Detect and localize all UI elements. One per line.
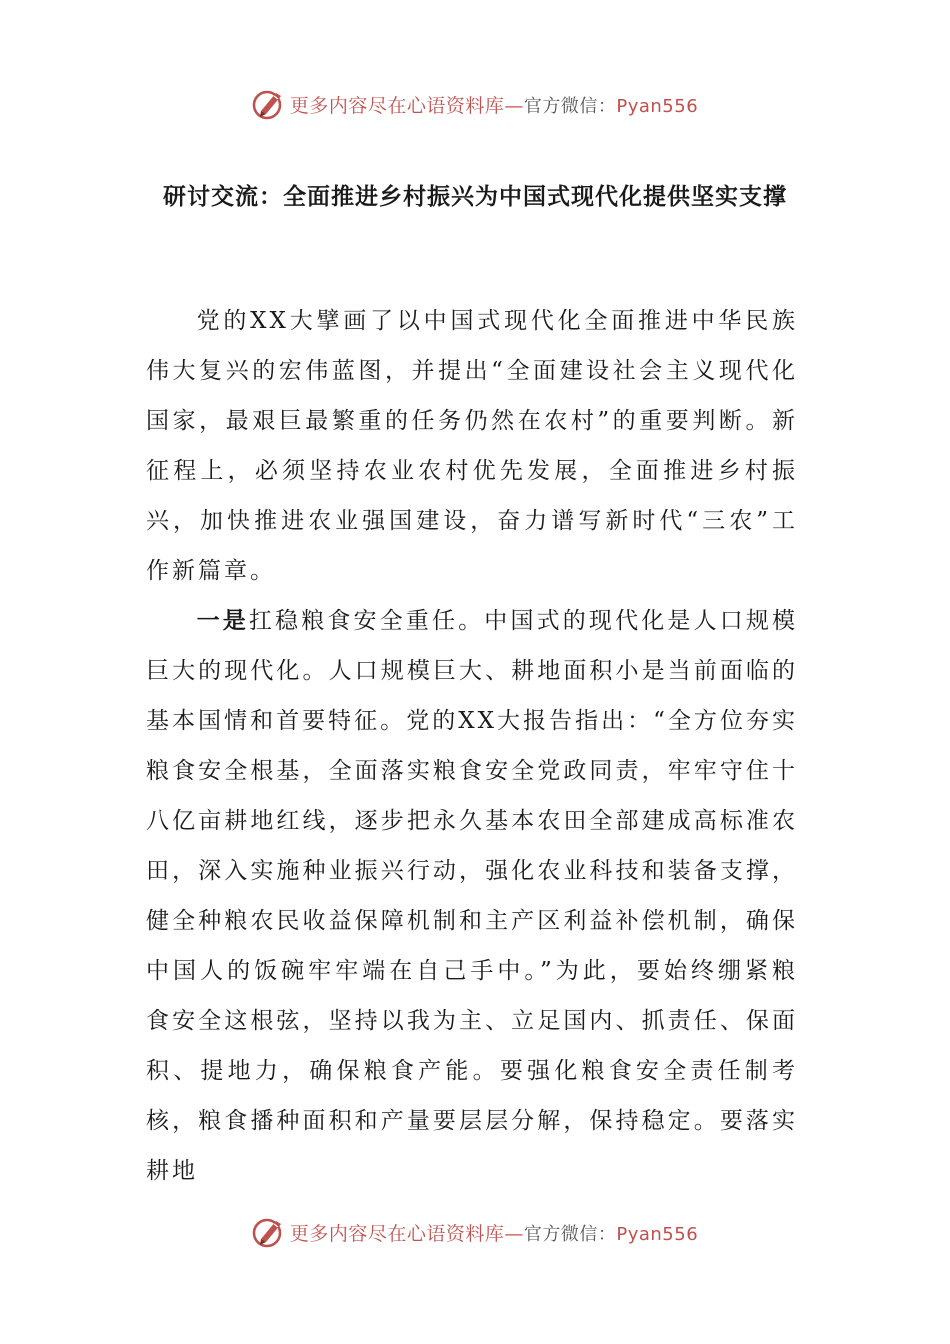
document-title: 研讨交流：全面推进乡村振兴为中国式现代化提供坚实支撑 [163,184,787,210]
pen-logo-icon [252,1215,286,1249]
paragraph-text: 扛稳粮食安全重任。中国式的现代化是人口规模巨大的现代化。人口规模巨大、耕地面积小是当前面临的基本国情和首要特征。党的XX大报告指出：“全方位夯实粮食安全根基，全面落实粮食安全党政同责，牢牢守住十八亿亩耕地红线，逐步把永久基本农田全部建成高标准农田，深入实施种业振兴行动，强化农业科技和装备支撑，健全种粮农民收益保障机制和主产区利益补偿机制，确保中国人的饭碗牢牢端在自己手中。”为此，要始终绷紧粮食安全这根弦，坚持以我为主、立足国内、抓责任、保面积、提地力，确保粮食产能。要强化粮食安全责任制考核，粮食播种面积和产量要层层分解，保持稳定。要落实耕地 [146,608,799,1184]
footer-banner [0,1210,950,1254]
header-banner [0,82,950,126]
banner-separator: — [504,1222,524,1245]
pen-logo-icon [252,87,286,121]
wechat-id: Pyan556 [616,95,699,117]
banner-slogan: 更多内容尽在心语资料库 [289,1222,505,1245]
wechat-label: 官方微信： [523,95,617,117]
banner-text [290,1219,698,1246]
banner-separator: — [504,94,524,117]
banner-slogan: 更多内容尽在心语资料库 [289,94,505,117]
wechat-id: Pyan556 [616,1223,699,1245]
paragraph-food-security [146,596,798,1196]
document-body [146,296,798,1196]
paragraph-intro [146,296,798,596]
paragraph-text: 党的XX大擘画了以中国式现代化全面推进中华民族伟大复兴的宏伟蓝图，并提出“全面建设社会主义现代化国家，最艰巨最繁重的任务仍然在农村”的重要判断。新征程上，必须坚持农业农村优先发展，全面推进乡村振兴，加快推进农业强国建设，奋力谱写新时代“三农”工作新篇章。 [146,308,798,584]
paragraph-lead: 一是 [196,608,249,634]
wechat-label: 官方微信： [523,1223,617,1245]
banner-text [290,91,698,118]
